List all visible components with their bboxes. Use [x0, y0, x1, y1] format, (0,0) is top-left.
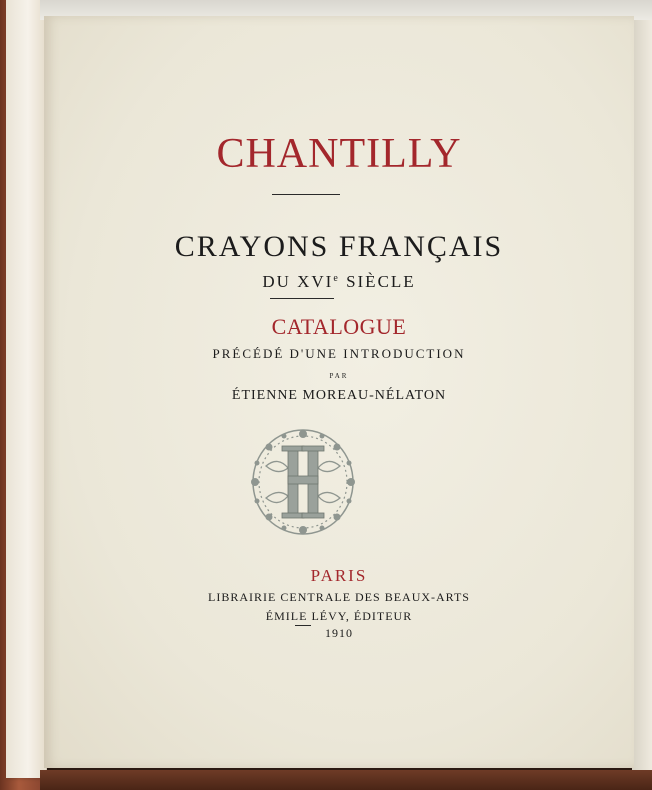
title-divider — [272, 194, 340, 195]
binding-board — [6, 0, 47, 778]
subtitle-divider — [270, 298, 334, 299]
century-superscript: e — [333, 273, 340, 284]
imprint-city: PARIS — [310, 566, 368, 585]
book-title: CHANTILLY — [216, 131, 462, 177]
imprint-year: 1910 — [325, 626, 353, 640]
monogram-emblem-icon — [248, 426, 358, 538]
catalogue-heading: CATALOGUE — [271, 314, 407, 339]
century-line — [44, 272, 634, 292]
century-suffix: SIÈCLE — [339, 272, 416, 291]
book-bottom-edge — [40, 770, 652, 790]
preface-line: PRÉCÉDÉ D'UNE INTRODUCTION — [212, 346, 466, 361]
imprint-editor: ÉMILE LÉVY, ÉDITEUR — [265, 609, 413, 623]
author-name: ÉTIENNE MOREAU-NÉLATON — [231, 388, 447, 403]
century-prefix: DU XVI — [262, 272, 334, 291]
title-page — [44, 16, 634, 768]
imprint-publisher: LIBRAIRIE CENTRALE DES BEAUX-ARTS — [208, 590, 470, 604]
book-subtitle: CRAYONS FRANÇAIS — [174, 230, 504, 263]
by-label: PAR — [329, 372, 349, 380]
page-fore-edge — [632, 20, 652, 772]
